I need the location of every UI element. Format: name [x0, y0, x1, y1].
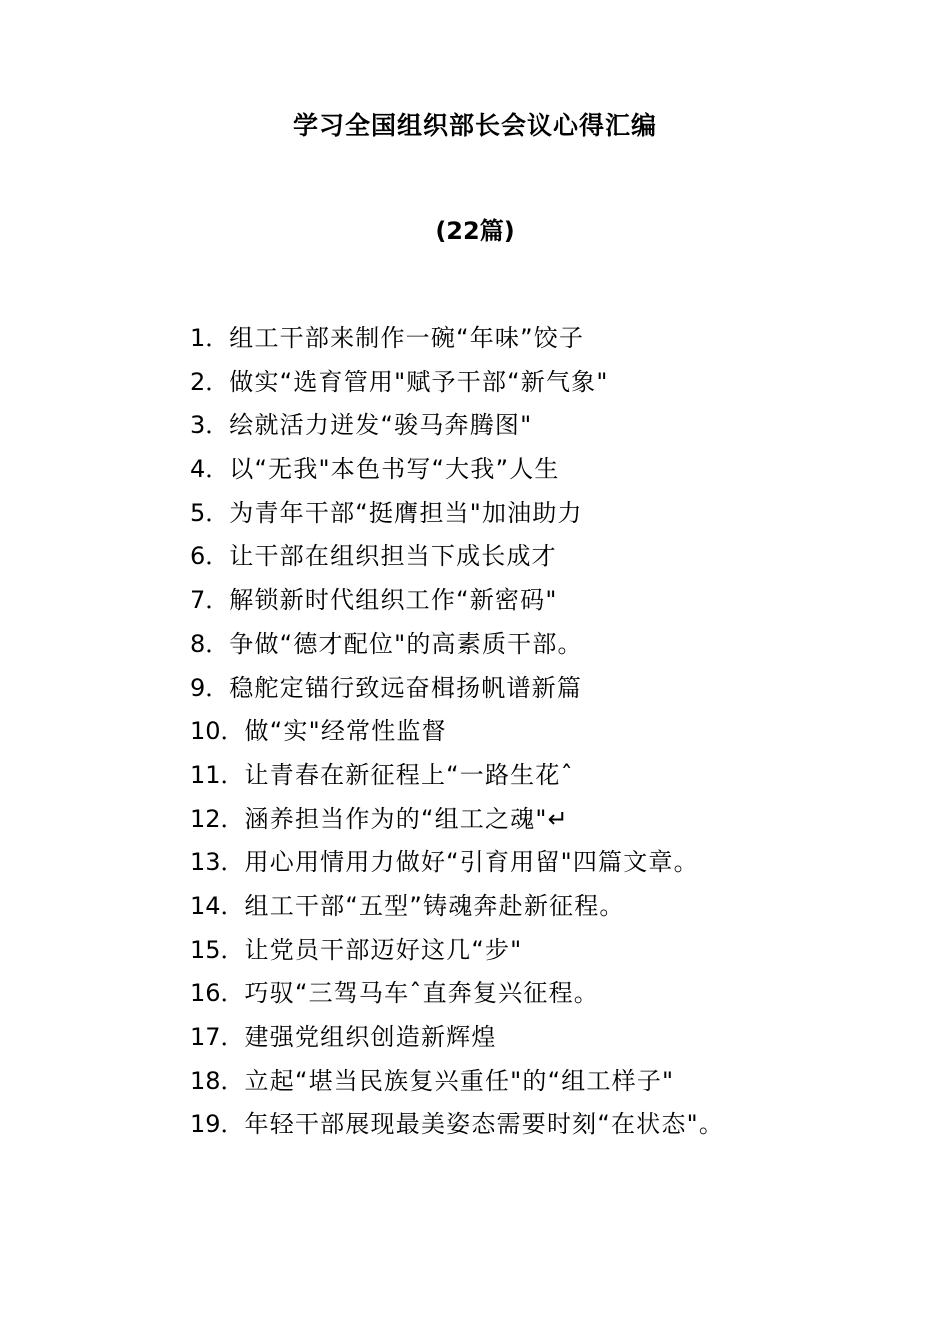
list-item-title: 组工干部“五型”铸魂奔赴新征程。 [244, 891, 625, 920]
list-item-title: 稳舵定锚行致远奋楫扬帆谱新篇 [229, 673, 583, 702]
list-item [190, 755, 910, 799]
list-item [190, 668, 910, 712]
list-item-number: 7． [190, 586, 230, 615]
list-item-number: 15． [190, 935, 245, 964]
list-item-title: 让党员干部迈好这几“步" [244, 935, 523, 964]
list-item [190, 1061, 910, 1105]
list-item [190, 624, 910, 668]
list-item-number: 10． [190, 717, 245, 746]
list-item-title: 绘就活力迸发“骏马奔腾图" [229, 411, 533, 440]
list-item-number: 5． [190, 498, 230, 527]
list-item-title: 争做“德才配位"的高素质干部。 [229, 629, 583, 658]
list-item-title: 做实“选育管用"赋予干部“新气象" [229, 367, 609, 396]
list-item-title: 涵养担当作为的“组工之魂"↵ [244, 804, 569, 833]
list-item-number: 12． [190, 804, 245, 833]
page-subtitle: (22篇) [435, 217, 515, 245]
list-item-number: 3． [190, 411, 230, 440]
list-item [190, 799, 910, 843]
list-item [190, 973, 910, 1017]
list-item [190, 318, 910, 362]
list-item-title: 为青年干部“挺膺担当"加油助力 [229, 498, 583, 527]
list-item-title: 做“实"经常性监督 [244, 717, 447, 746]
list-item-title: 让青春在新征程上“一路生花ˆ [244, 760, 574, 789]
list-item-number: 11． [190, 760, 245, 789]
list-item-title: 让干部在组织担当下成长成才 [229, 542, 557, 571]
list-item-number: 9． [190, 673, 230, 702]
list-item [190, 493, 910, 537]
list-item-title: 组工干部来制作一碗“年味”饺子 [229, 324, 585, 352]
list-item-number: 6． [190, 542, 230, 571]
list-item-number: 17． [190, 1023, 245, 1051]
list-item [190, 449, 910, 493]
list-item-number: 4． [190, 455, 230, 484]
list-item [190, 362, 910, 406]
list-item-title: 用心用情用力做好“引育用留"四篇文章。 [244, 848, 699, 877]
list-item-number: 1． [190, 324, 230, 352]
page-title: 学习全国组织部长会议心得汇编 [292, 111, 657, 140]
list-item-number: 2． [190, 367, 230, 396]
list-item-number: 8． [190, 629, 230, 658]
list-item-number: 13． [190, 848, 245, 877]
list-item-title: 年轻干部展现最美姿态需要时刻“在状态"。 [244, 1110, 725, 1139]
list-item-title: 建强党组织创造新辉煌 [244, 1023, 497, 1051]
list-item [190, 842, 910, 886]
list-item [190, 1104, 910, 1148]
list-item [190, 886, 910, 930]
list-item [190, 405, 910, 449]
table-of-contents [190, 318, 910, 1148]
list-item [190, 930, 910, 974]
list-item-number: 18． [190, 1066, 245, 1095]
list-item-number: 14． [190, 891, 245, 920]
list-item-number: 16． [190, 979, 245, 1008]
list-item [190, 1017, 910, 1061]
list-item-title: 巧驭“三驾马车ˆ直奔复兴征程。 [244, 979, 599, 1008]
list-item [190, 711, 910, 755]
list-item-number: 19． [190, 1110, 245, 1139]
list-item-title: 以“无我"本色书写“大我”人生 [229, 455, 560, 484]
list-item-title: 解锁新时代组织工作“新密码" [229, 586, 558, 615]
list-item [190, 580, 910, 624]
list-item-title: 立起“堪当民族复兴重任"的“组工样子" [244, 1066, 675, 1095]
list-item [190, 536, 910, 580]
